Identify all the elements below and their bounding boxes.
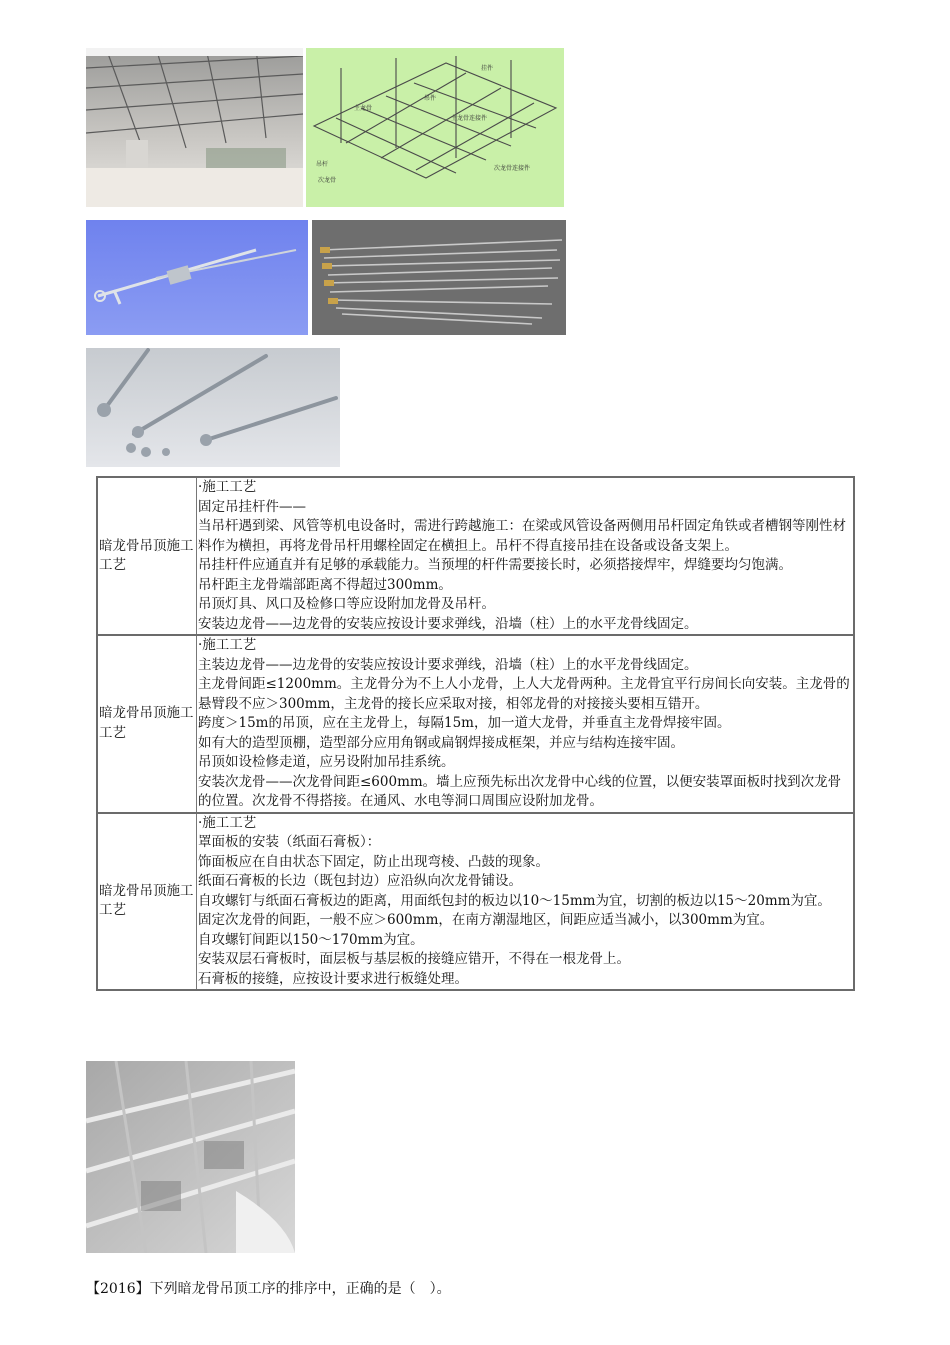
- row-title: 暗龙骨吊顶施工工艺: [97, 813, 197, 991]
- table-row: [97, 813, 854, 991]
- text-line: 纸面石膏板的长边（既包封边）应沿纵向次龙骨铺设。: [198, 873, 522, 889]
- diagram-label-sub-keel: 次龙骨: [318, 177, 337, 184]
- diagram-label-pendant: 挂件: [481, 65, 494, 72]
- row-content: [197, 635, 855, 813]
- text-line: 安装边龙骨——边龙骨的安装应按设计要求弹线，沿墙（柱）上的水平龙骨线固定。: [198, 615, 698, 632]
- diagram-label-rod: 吊杆: [316, 161, 329, 168]
- row-title: 暗龙骨吊顶施工工艺: [97, 635, 197, 813]
- table-row: [97, 635, 854, 813]
- row-content: [197, 477, 855, 635]
- construction-process-table: [96, 476, 855, 991]
- ceiling-diagram: [306, 48, 564, 207]
- diagram-label-main-keel: 主龙骨: [354, 105, 373, 112]
- text-line: 跨度＞15m的吊顶，应在主龙骨上，每隔15m，加一道大龙骨，并垂直主龙骨焊接牢固。: [198, 715, 731, 731]
- text-line: 固定次龙骨的间距，一般不应＞600mm，在南方潮湿地区，间距应适当减小，以300mm为宜。: [198, 912, 774, 928]
- diagram-label-main-connector: 主龙骨连接件: [451, 115, 488, 122]
- expansion-bolts-photo: [86, 348, 340, 467]
- text-line: 吊杆距主龙骨端部距离不得超过300mm。: [198, 576, 452, 593]
- text-line: 自攻螺钉间距以150～170mm为宜。: [198, 931, 424, 948]
- text-line: 主龙骨间距≤1200mm。主龙骨分为不上人小龙骨，上人大龙骨两种。主龙骨宜平行房间长向安装。主龙骨的悬臂段不应＞300mm，主龙骨的接长应采取对接，相邻龙骨的对接接头要相互错开。: [198, 676, 850, 712]
- row-title: 暗龙骨吊顶施工工艺: [97, 477, 197, 635]
- finished-keel-photo: [86, 1061, 295, 1253]
- diagram-label-sub-connector: 次龙骨连接件: [494, 165, 531, 172]
- text-line: 安装次龙骨——次龙骨间距≤600mm。墙上应预先标出次龙骨中心线的位置，以便安装罩面板时找到次龙骨的位置。次龙骨不得搭接。在通风、水电等洞口周围应设附加龙骨。: [198, 773, 842, 809]
- text-line: 固定吊挂杆件——: [198, 498, 306, 515]
- ceiling-photo: [86, 48, 303, 207]
- text-line: 主装边龙骨——边龙骨的安装应按设计要求弹线，沿墙（柱）上的水平龙骨线固定。: [198, 656, 698, 673]
- diagram-label-hanger: 吊件: [424, 95, 437, 102]
- text-line: 吊顶如设检修走道，应另设附加吊挂系统。: [198, 754, 455, 770]
- row-content: [197, 813, 855, 991]
- table-row: [97, 477, 854, 635]
- hanger-rods-bundle-photo: [312, 220, 566, 335]
- text-line: 石膏板的接缝，应按设计要求进行板缝处理。: [198, 970, 468, 987]
- exam-question: 【2016】下列暗龙骨吊顶工序的排序中，正确的是（ ）。: [86, 1281, 451, 1297]
- text-line: 当吊杆遇到梁、风管等机电设备时，需进行跨越施工：在梁或风管设备两侧用吊杆固定角铁或者槽钢等刚性材料作为横担，再将龙骨吊杆用螺栓固定在横担上。吊杆不得直接吊挂在设备或设备支架上。: [198, 518, 846, 554]
- text-line: ·施工工艺: [198, 814, 257, 831]
- text-line: 饰面板应在自由状态下固定，防止出现弯棱、凸鼓的现象。: [198, 853, 549, 870]
- text-line: ·施工工艺: [198, 479, 257, 495]
- text-line: 罩面板的安装（纸面石膏板）：: [198, 834, 381, 850]
- text-line: 自攻螺钉与纸面石膏板边的距离，用面纸包封的板边以10～15mm为宜，切割的板边以15～20mm为宜。: [198, 892, 831, 909]
- text-line: 吊顶灯具、风口及检修口等应设附加龙骨及吊杆。: [198, 596, 495, 612]
- text-line: ·施工工艺: [198, 637, 257, 653]
- text-line: 安装双层石膏板时，面层板与基层板的接缝应错开，不得在一根龙骨上。: [198, 951, 630, 967]
- text-line: 吊挂杆件应通直并有足够的承载能力。当预埋的杆件需要接长时，必须搭接焊牢，焊缝要均匀饱满。: [198, 557, 792, 573]
- text-line: 如有大的造型顶棚，造型部分应用角钢或扁钢焊接成框架，并应与结构连接牢固。: [198, 734, 684, 751]
- hanger-rod-photo: [86, 220, 308, 335]
